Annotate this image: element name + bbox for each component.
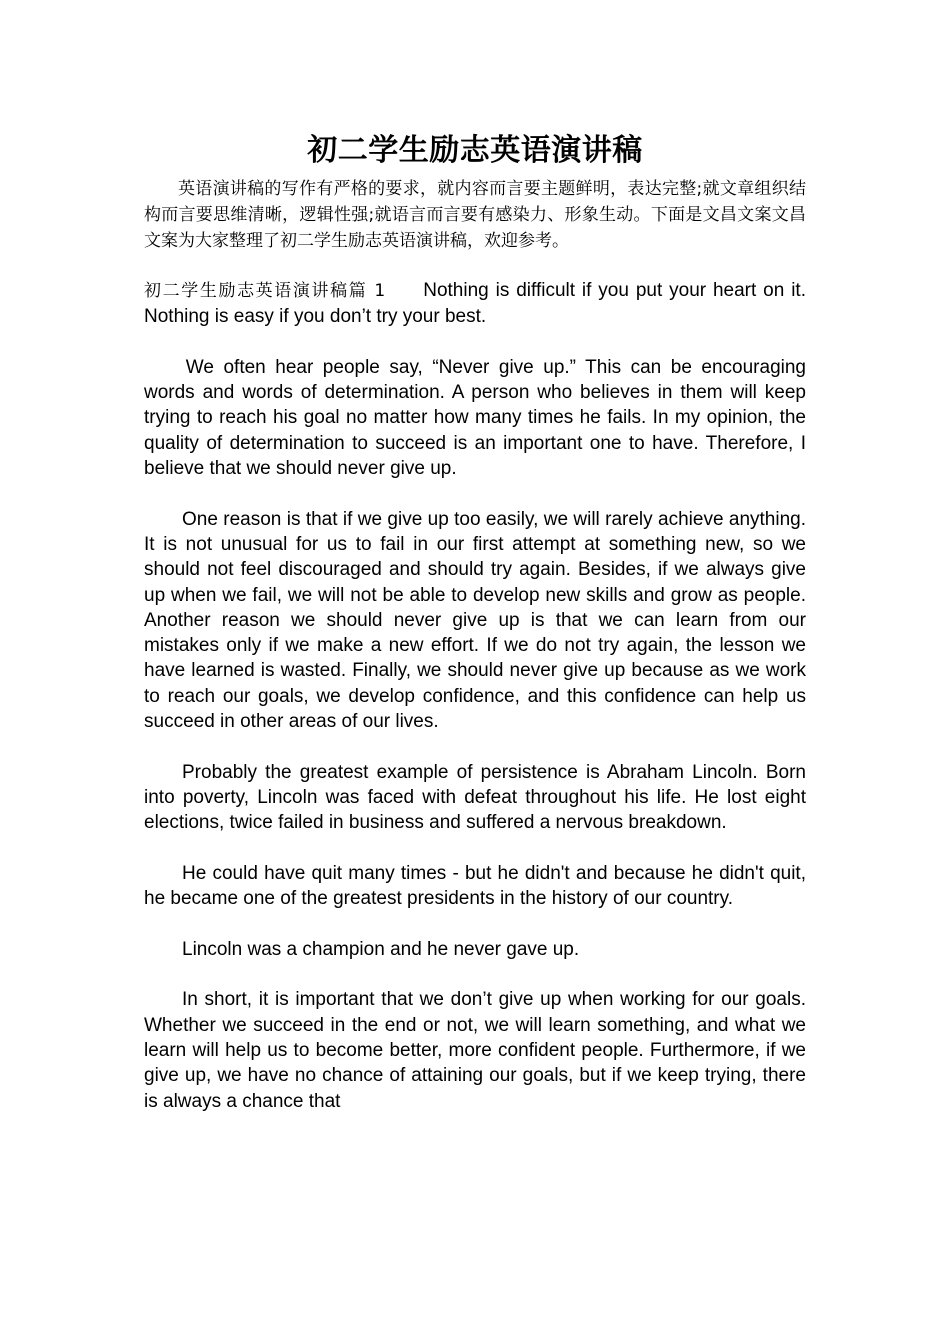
paragraph-text: Nothing is difficult if you put your heart on it. Nothing is easy if you don’t try your best. <box>144 280 806 328</box>
spacer <box>144 254 806 278</box>
body-paragraph: We often hear people say, “Never give up.” This can be encouraging words and words of determination. A person who believes in them will keep trying to reach his goal no matter how many times he fails. In my opinion, the quality of determination to succeed is an important one to have. Therefore, I believe that we should never give up. <box>144 356 806 480</box>
body-paragraph: One reason is that if we give up too easily, we will rarely achieve anything. It is not unusual for us to fail in our first attempt at something new, so we should not feel discouraged and should try again. Besides, if we always give up when we fail, we will not be able to develop new skills and grow as people. Another reason we should never give up is that we can learn from our mistakes only if we make a new effort. If we do not try again, the lesson we have learned is wasted. Finally, we should never give up because as we work to reach our goals, we develop confidence, and this confidence can help us succeed in other areas of our lives. <box>144 508 806 733</box>
document-page <box>144 130 806 1139</box>
intro-paragraph: 英语演讲稿的写作有严格的要求，就内容而言要主题鲜明，表达完整;就文章组织结构而言要思维清晰，逻辑性强;就语言而言要有感染力、形象生动。下面是文昌文案文昌文案为大家整理了初二学生励志英语演讲稿，欢迎参考。 <box>144 179 806 251</box>
section-heading: 初二学生励志英语演讲稿篇 1 <box>144 281 386 301</box>
body-paragraph: Probably the greatest example of persistence is Abraham Lincoln. Born into poverty, Lincoln was faced with defeat throughout his life. He lost eight elections, twice failed in business and suffered a nervous breakdown. <box>144 761 806 834</box>
body-paragraph: He could have quit many times - but he didn't and because he didn't quit, he became one of the greatest presidents in the history of our country. <box>144 862 806 910</box>
section-paragraph-first <box>144 278 806 330</box>
document-title: 初二学生励志英语演讲稿 <box>307 133 643 168</box>
body-paragraph: Lincoln was a champion and he never gave up. <box>182 938 580 960</box>
body-paragraph: In short, it is important that we don’t give up when working for our goals. Whether we succeed in the end or not, we will learn something, and what we learn will help us to become better, more confident people. Furthermore, if we give up, we have no chance of attaining our goals, but if we keep trying, there is always a chance that <box>144 989 806 1112</box>
